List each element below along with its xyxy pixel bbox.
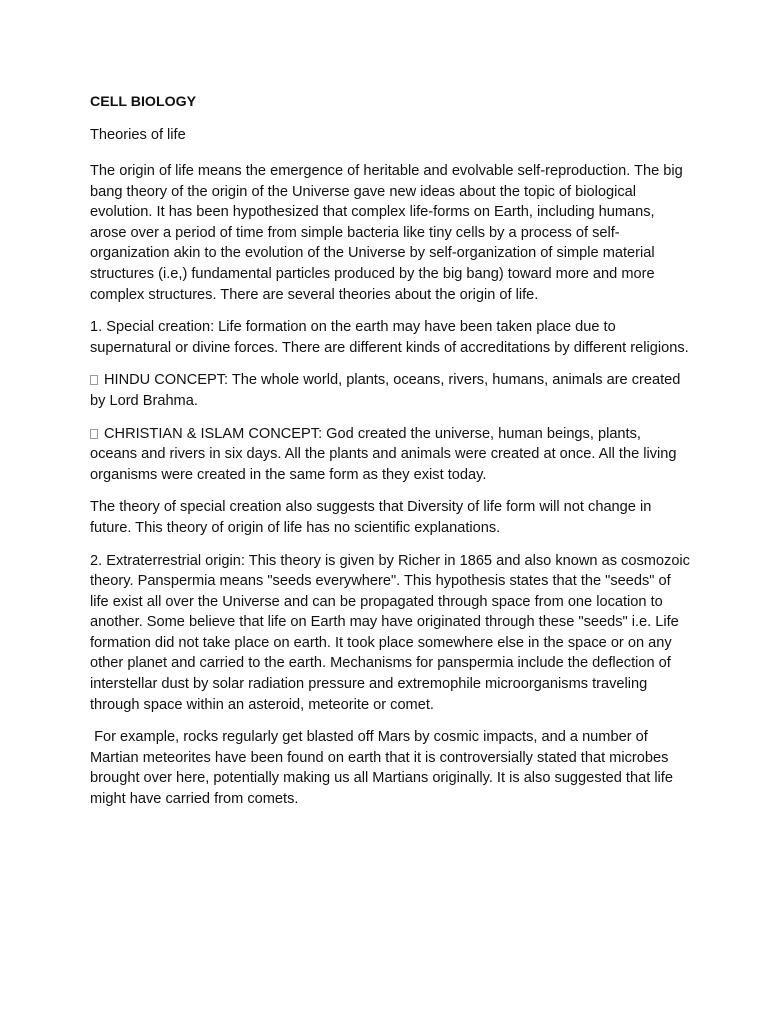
missing-glyph-bullet-icon [90, 429, 98, 439]
paragraph-extraterrestrial-origin: 2. Extraterrestrial origin: This theory is given by Richer in 1865 and also known as cosmozoic theory. Panspermia means "seeds everywhere". This hypothesis states that the "seeds" of life exist all over the Universe and can be propagated through space from one location to another. Some believe that life on Earth may have originated through these "seeds" i.e. Life formation did not take place on earth. It took place somewhere else in the space or on any other planet and carried to the earth. Mechanisms for panspermia include the deflection of interstellar dust by solar radiation pressure and extremophile microorganisms traveling through space within an asteroid, meteorite or comet. [90, 552, 690, 713]
document-page [90, 92, 690, 822]
bullet-text: CHRISTIAN & ISLAM CONCEPT: God created the universe, human beings, plants, oceans and rivers in six days. All the plants and animals were created at once. All the living organisms were created in the same form as they exist today. [90, 425, 677, 483]
missing-glyph-bullet-icon [90, 375, 98, 385]
document-title: CELL BIOLOGY [90, 94, 197, 110]
paragraph-special-creation-summary: The theory of special creation also suggests that Diversity of life form will not change in future. This theory of origin of life has no scientific explanations. [90, 499, 652, 536]
document-subtitle: Theories of life [90, 127, 186, 143]
bullet-text: HINDU CONCEPT: The whole world, plants, oceans, rivers, humans, animals are created by Lord Brahma. [90, 372, 681, 409]
paragraph-mars-example: For example, rocks regularly get blasted off Mars by cosmic impacts, and a number of Martian meteorites have been found on earth that it is controversially stated that microbes brought over here, potentially making us all Martians originally. It is also suggested that life might have carried from comets. [90, 729, 678, 808]
paragraph-intro: The origin of life means the emergence of heritable and evolvable self-reproduction. The big bang theory of the origin of the Universe gave new ideas about the topic of biological evolution. It has been hypothesized that complex life-forms on Earth, including humans, arose over a period of time from simple bacteria like tiny cells by a process of self-organization akin to the evolution of the Universe by self-organization of simple material structures (i.e,) fundamental particles produced by the big bang) toward more and more complex structures. There are several theories about the origin of life. [90, 163, 683, 303]
paragraph-special-creation: 1. Special creation: Life formation on the earth may have been taken place due to supernatural or divine forces. There are different kinds of accreditations by different religions. [90, 319, 689, 356]
bullet-christian-islam-concept [90, 424, 690, 486]
bullet-hindu-concept [90, 370, 690, 411]
